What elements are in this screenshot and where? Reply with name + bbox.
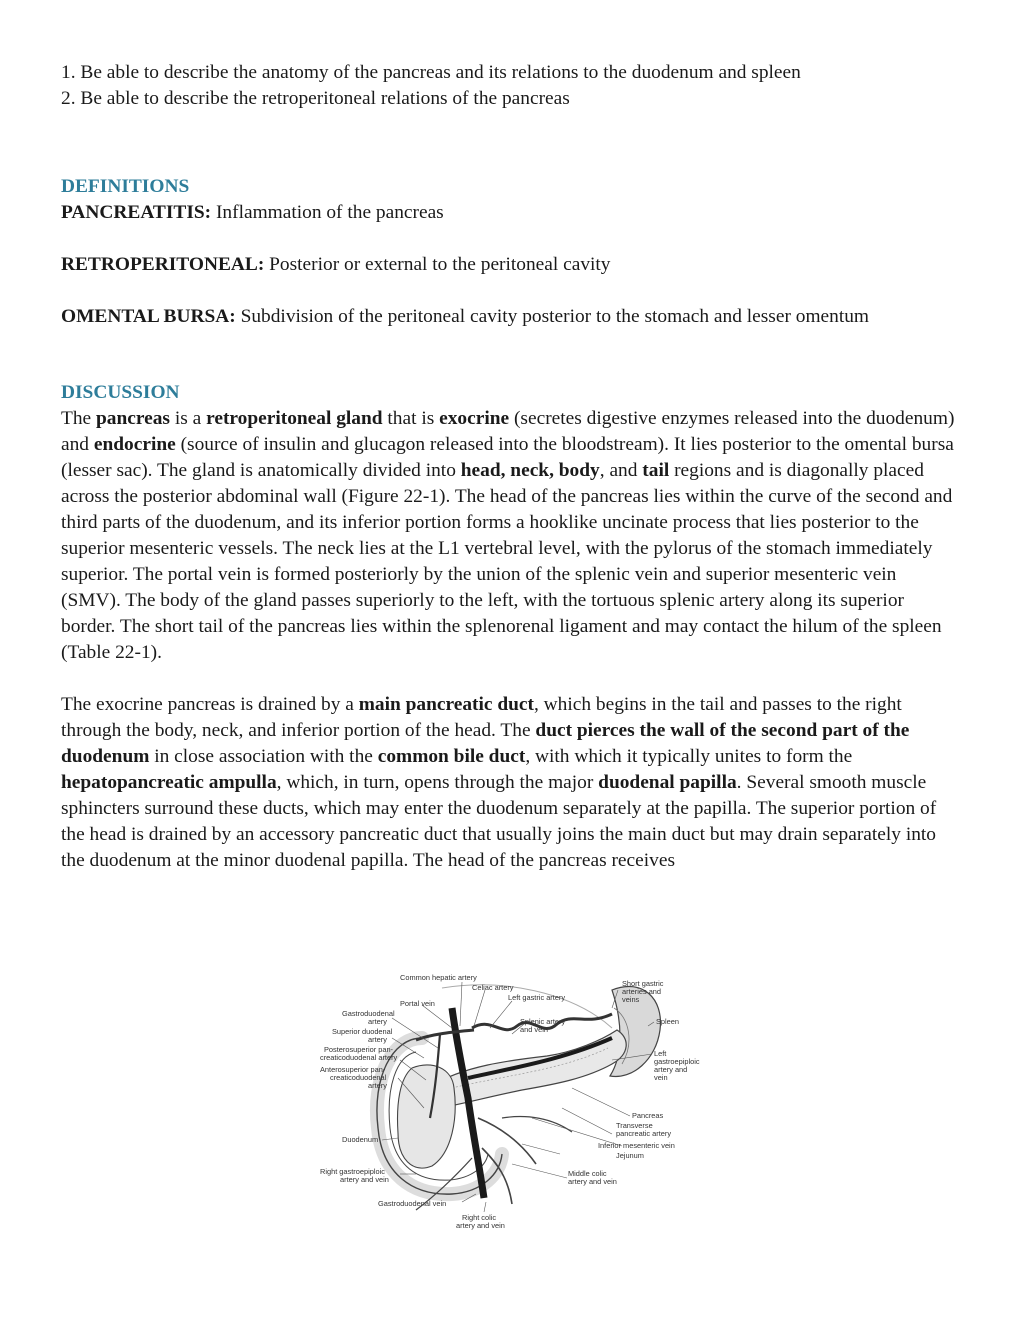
definition-pancreatitis [61,200,961,226]
discussion-heading: DISCUSSION [61,382,180,403]
definition-text: Subdivision of the peritoneal cavity posterior to the stomach and lesser omentum [235,306,870,327]
bold-term: head, neck, body [460,460,600,481]
bold-term: hepatopancreatic ampulla [61,772,277,793]
bold-term: exocrine [439,408,510,429]
label-short-gastric: Short gastric [622,979,664,988]
label-posterosuperior: Posterosuperior pan- [324,1045,394,1054]
label-right-gastroepiploic-line2: artery and vein [340,1175,389,1184]
label-splenic-artery-line2: and vein [520,1025,548,1034]
label-spleen: Spleen [656,1017,680,1026]
bold-term: endocrine [93,434,176,455]
bold-term: retroperitoneal gland [206,408,383,429]
label-right-gastroepiploic: Right gastroepiploic [320,1167,385,1176]
text-run: , which begins in the tail and passes to the right through the body, neck, and inferior portion of the head. The [61,694,902,741]
text-run: The exocrine pancreas is drained by a [61,694,359,715]
text-run: that is [382,408,440,429]
label-left-gastric-artery: Left gastric artery [508,993,566,1002]
label-splenic-artery: Splenic artery [520,1017,566,1026]
label-inferior-mesenteric-vein: Inferior mesenteric vein [598,1141,675,1150]
objective-1: 1. Be able to describe the anatomy of the pancreas and its relations to the duodenum and spleen [61,62,801,83]
label-transverse-pancreatic-artery: Transverse [616,1121,653,1130]
document-page [61,60,961,874]
label-portal-vein: Portal vein [400,999,435,1008]
bold-term: tail [642,460,670,481]
text-run: (secretes digestive enzymes released into the duodenum) and [61,408,955,455]
label-left-gastroepiploic-line3: artery and [654,1065,688,1074]
definition-term: OMENTAL BURSA: [61,306,236,327]
label-common-hepatic-artery: Common hepatic artery [400,973,477,982]
label-right-colic: Right colic [462,1213,497,1222]
label-duodenum: Duodenum [342,1135,379,1144]
label-left-gastroepiploic-line4: vein [654,1073,668,1082]
text-run: (source of insulin and glucagon released into the bloodstream). It lies posterior to the omental bursa (lesser sac). The gland is anatomically divided into [61,434,954,481]
label-anterosuperior: Anterosuperior pan- [320,1065,386,1074]
label-left-gastroepiploic: Left [654,1049,667,1058]
discussion-paragraph-2 [61,692,961,874]
text-run: , with which it typically unites to form the [525,746,853,767]
label-anterosuperior-line3: artery [368,1081,387,1090]
bold-term: common bile duct [377,746,526,767]
definition-term: PANCREATITIS: [61,202,212,223]
label-gastroduodenal-artery-line2: artery [368,1017,387,1026]
label-middle-colic: Middle colic [568,1169,607,1178]
text-run: , and [599,460,643,481]
pancreas-anatomy-figure [312,968,712,1238]
definition-term: RETROPERITONEAL: [61,254,265,275]
label-short-gastric-line3: veins [622,995,640,1004]
objective-2: 2. Be able to describe the retroperitoneal relations of the pancreas [61,88,570,109]
label-gastroduodenal-artery: Gastroduodenal [342,1009,395,1018]
definition-retroperitoneal [61,252,961,278]
definition-text: Inflammation of the pancreas [211,202,444,223]
bold-term: pancreas [96,408,170,429]
bold-term: main pancreatic duct [358,694,534,715]
label-anterosuperior-line2: creaticoduodenal [330,1073,387,1082]
definition-text: Posterior or external to the peritoneal cavity [264,254,611,275]
label-jejunum: Jejunum [616,1151,644,1160]
bold-term: duodenal papilla [598,772,737,793]
label-superior-duodenal-artery-line2: artery [368,1035,387,1044]
label-right-colic-line2: artery and vein [456,1221,505,1230]
label-celiac-artery: Celiac artery [472,983,514,992]
label-pancreas: Pancreas [632,1111,664,1120]
label-left-gastroepiploic-line2: gastroepiploic [654,1057,700,1066]
definitions-heading: DEFINITIONS [61,176,190,197]
discussion-paragraph-1 [61,406,961,666]
label-gastroduodenal-vein: Gastroduodenal vein [378,1199,447,1208]
bold-term: duct pierces the wall of the second part of the duodenum [61,720,910,767]
definition-omental-bursa [61,304,961,330]
text-run: . Several smooth muscle sphincters surround these ducts, which may enter the duodenum separately at the papilla. The superior portion of the head is drained by an accessory pancreatic duct that usually joins the main duct but may drain separately into the duodenum at the minor duodenal papilla. The head of the pancreas receives [61,772,937,871]
text-run: is a [169,408,207,429]
text-run: regions and is diagonally placed across the posterior abdominal wall (Figure 22-1). The head of the pancreas lies within the curve of the second and third parts of the duodenum, and its inferior portion forms a hooklike uncinate process that lies posterior to the superior mesenteric vessels. The neck lies at the L1 vertebral level, with the pylorus of the stomach immediately superior. The portal vein is formed posteriorly by the union of the splenic vein and superior mesenteric vein (SMV). The body of the gland passes superiorly to the left, with the tortuous splenic artery along its superior border. The short tail of the pancreas lies within the splenorenal ligament and may contact the hilum of the spleen (Table 22-1). [61,460,953,663]
label-superior-duodenal-artery: Superior duodenal [332,1027,393,1036]
label-posterosuperior-line2: creaticoduodenal artery [320,1053,398,1062]
label-transverse-pancreatic-artery-line2: pancreatic artery [616,1129,672,1138]
text-run: The [61,408,96,429]
label-short-gastric-line2: arteries and [622,987,662,996]
text-run: , which, in turn, opens through the major [276,772,599,793]
figure-illustration [312,968,712,1238]
text-run: in close association with the [149,746,378,767]
label-middle-colic-line2: artery and vein [568,1177,617,1186]
